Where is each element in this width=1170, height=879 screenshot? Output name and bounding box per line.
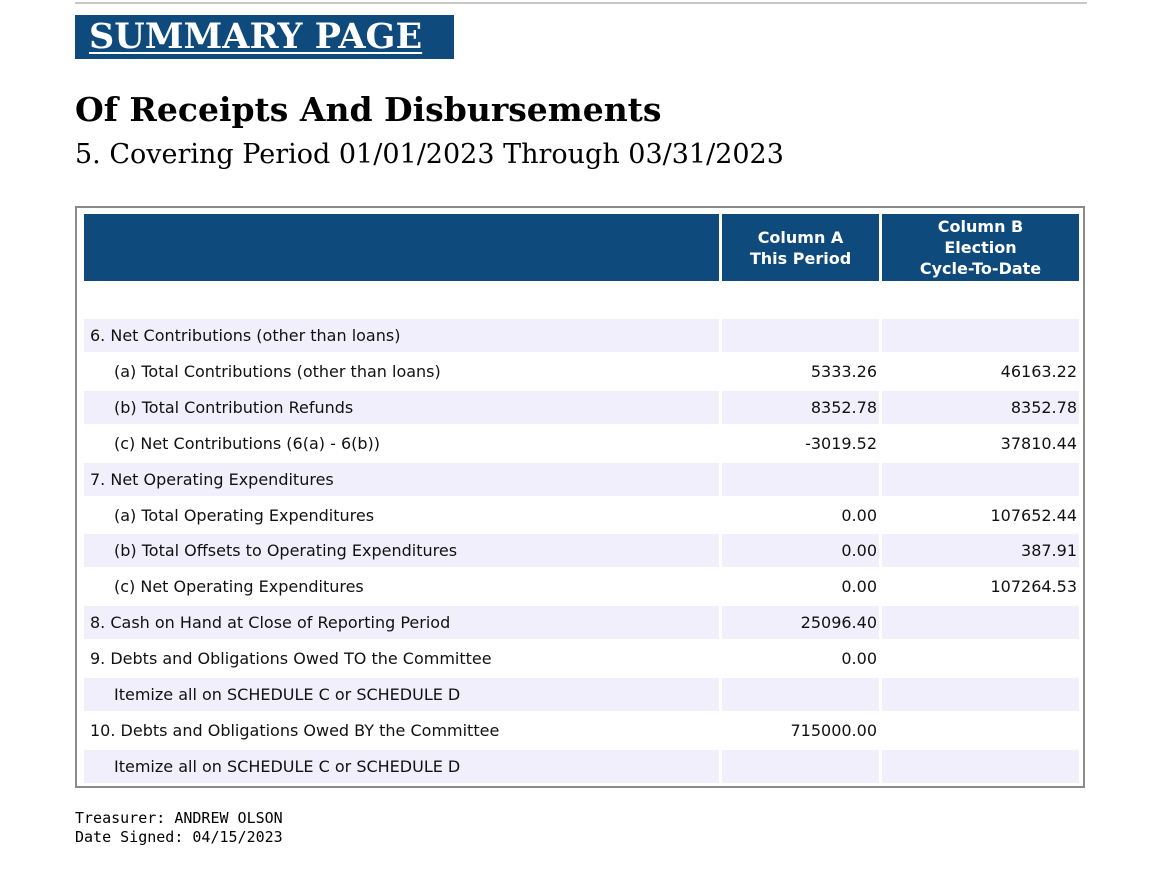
table-row xyxy=(84,750,1079,783)
column-b-value: 8352.78 xyxy=(882,391,1079,424)
header-column-b-line: Election xyxy=(944,238,1017,257)
row-label: Itemize all on SCHEDULE C or SCHEDULE D xyxy=(114,685,461,704)
row-label-cell xyxy=(84,678,719,711)
table-row xyxy=(84,678,1079,711)
header-column-b-line: Cycle-To-Date xyxy=(919,259,1042,278)
column-b-value: 107264.53 xyxy=(990,577,1077,596)
column-a-value xyxy=(722,750,879,783)
column-b-value xyxy=(882,714,1079,747)
column-b-value xyxy=(882,463,1079,496)
row-label: 10. Debts and Obligations Owed BY the Committee xyxy=(90,721,500,740)
top-rule xyxy=(75,2,1087,4)
table-row xyxy=(84,391,1079,424)
column-b-value xyxy=(882,606,1079,639)
row-label-cell xyxy=(84,642,719,675)
header-blank-cell xyxy=(84,214,719,281)
row-label-cell xyxy=(84,534,719,567)
column-b-value xyxy=(882,642,1079,675)
row-label-cell xyxy=(84,750,719,783)
column-b-value: 387.91 xyxy=(882,534,1079,567)
row-label: 6. Net Contributions (other than loans) xyxy=(90,326,401,345)
row-label-cell xyxy=(84,463,719,496)
table-row xyxy=(84,642,1079,675)
row-label: 8. Cash on Hand at Close of Reporting Period xyxy=(90,613,451,632)
row-label: 9. Debts and Obligations Owed TO the Committee xyxy=(90,649,492,668)
table-row xyxy=(84,463,1079,496)
column-b-value xyxy=(882,319,1079,352)
column-a-value: 8352.78 xyxy=(722,391,879,424)
column-b-value: 37810.44 xyxy=(1000,434,1077,453)
row-label: (c) Net Operating Expenditures xyxy=(114,577,364,596)
header-column-b-line: Column B xyxy=(937,217,1024,236)
column-a-value: 0.00 xyxy=(722,534,879,567)
table-row xyxy=(84,319,1079,352)
banner-text: SUMMARY PAGE xyxy=(89,16,423,57)
column-a-value: 0.00 xyxy=(841,506,877,525)
table-row xyxy=(84,714,1079,747)
table-row xyxy=(84,570,1079,603)
signature-block xyxy=(75,809,283,847)
column-b-value xyxy=(882,678,1079,711)
row-label: (c) Net Contributions (6(a) - 6(b)) xyxy=(114,434,381,453)
treasurer-line: Treasurer: ANDREW OLSON xyxy=(75,809,283,827)
column-a-value: 5333.26 xyxy=(810,362,877,381)
row-label-cell xyxy=(84,570,719,603)
column-a-value: 0.00 xyxy=(841,577,877,596)
header-column-a-line: This Period xyxy=(749,248,852,268)
column-b-value: 46163.22 xyxy=(1000,362,1077,381)
column-a-value: 0.00 xyxy=(841,649,877,668)
row-label: (b) Total Contribution Refunds xyxy=(114,398,354,417)
row-label: Itemize all on SCHEDULE C or SCHEDULE D xyxy=(114,757,461,776)
covering-period: 5. Covering Period 01/01/2023 Through 03/31/2023 xyxy=(75,139,784,170)
header-column-a-line: Column A xyxy=(757,227,844,247)
row-label-cell xyxy=(84,319,719,352)
column-a-value xyxy=(722,319,879,352)
row-label: 7. Net Operating Expenditures xyxy=(90,470,334,489)
row-label-cell xyxy=(84,355,719,388)
header-column-b xyxy=(882,214,1079,281)
column-a-value: 715000.00 xyxy=(790,721,877,740)
summary-page-banner xyxy=(75,15,454,59)
column-a-value: 25096.40 xyxy=(722,606,879,639)
table-row xyxy=(84,499,1079,532)
table-row xyxy=(84,606,1079,639)
table-row xyxy=(84,427,1079,460)
column-a-value xyxy=(722,678,879,711)
row-label-cell xyxy=(84,499,719,532)
column-b-value: 107652.44 xyxy=(990,506,1077,525)
row-label-cell xyxy=(84,391,719,424)
row-label: (a) Total Operating Expenditures xyxy=(114,506,375,525)
column-a-value xyxy=(722,463,879,496)
row-label-cell xyxy=(84,427,719,460)
page-title: Of Receipts And Disbursements xyxy=(75,90,662,129)
table-row xyxy=(84,534,1079,567)
row-label-cell xyxy=(84,714,719,747)
column-a-value: -3019.52 xyxy=(805,434,877,453)
row-label: (b) Total Offsets to Operating Expenditures xyxy=(114,541,458,560)
row-label-cell xyxy=(84,606,719,639)
date-signed-line: Date Signed: 04/15/2023 xyxy=(75,828,283,846)
header-column-a xyxy=(722,214,879,281)
table-row xyxy=(84,355,1079,388)
row-label: (a) Total Contributions (other than loans) xyxy=(114,362,441,381)
column-b-value xyxy=(882,750,1079,783)
